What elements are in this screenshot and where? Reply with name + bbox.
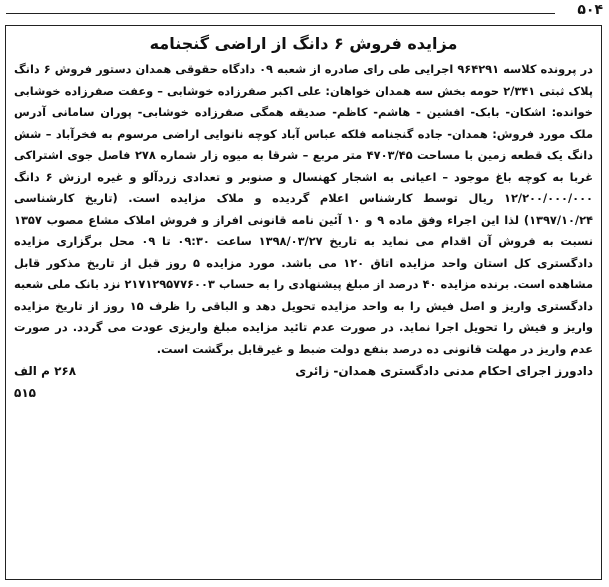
signature: دادورز اجرای احکام مدنی دادگستری همدان- زائری <box>295 364 593 378</box>
notice-title: مزایده فروش ۶ دانگ از اراضی گنجنامه <box>149 34 458 53</box>
notice-footer <box>14 364 593 378</box>
notice-frame <box>5 25 602 580</box>
page-number: ۵۰۴ <box>577 2 603 18</box>
reference-code: ۲۶۸ م الف <box>14 364 77 378</box>
notice-body: در پرونده کلاسه ۹۶۴۲۹۱ اجرایی طی رای صادره از شعبه ۰۹ دادگاه حقوقی همدان دستور فروش ۶ دانگ پلاک ثبتی ۲/۳۴۱ حومه بخش سه همدان خواهان: علی اکبر صفرزاده خوشابی – وعفت صفرزاده خوشابی خوانده: اشکان- بابک- افشین - هاشم- کاظم- صدیقه همگی صفرزاده خوشابی- پوران سامانی آدرس ملک مورد فروش: همدان- جاده گنجنامه فلکه عباس آباد کوچه نانوایی اراضی مرسوم به فخرآباد – شش دانگ یک قطعه زمین با مساحت ۴۷۰۳/۴۵ متر مربع – شرقا به میوه زار شماره ۲۷۸ فاصل جوی اشتراکی غربا به کوچه باغ موجود – اعیانی به اشجار کهنسال و صنوبر و تعدادی زردآلو و غیره ارزش ۶ دانگ ۱۲/۲۰۰/۰۰۰/۰۰۰ ریال توسط کارشناس اعلام گردیده و ملاک مزایده است. (تاریخ کارشناسی ۱۳۹۷/۱۰/۲۴) لذا این اجراء وفق ماده ۹ و ۱۰ آئین نامه قانونی افراز و فروش املاک مشاع مصوب ۱۳۵۷ نسبت به فروش آن اقدام می نماید به تاریخ ۱۳۹۸/۰۳/۲۷ ساعت ۰۹:۳۰ تا ۰۹ محل برگزاری مزایده دادگستری کل استان واحد مزایده اتاق ۱۲۰ می باشد. مورد مزایده ۵ روز قبل از تاریخ مذکور قابل مشاهده است. برنده مزایده ۴۰ درصد از مبلغ پیشنهادی را به حساب ۲۱۷۱۲۹۵۷۷۶۰۰۳ نزد بانک ملی شعبه دادگستری واریز و اصل فیش را به واحد مزایده تحویل دهد و الباقی را ظرف ۱۵ روز از تاریخ مزایده واریز و فیش را تحویل اجرا نماید. در صورت عدم تائید مزایده مبلغ واریزی عودت می گردد. در صورت عدم واریز در مهلت قانونی ده درصد بنفع دولت ضبط و غیرقابل برگشت است. <box>14 62 594 356</box>
top-rule <box>6 13 555 14</box>
bottom-number: ۵۱۵ <box>14 386 36 400</box>
